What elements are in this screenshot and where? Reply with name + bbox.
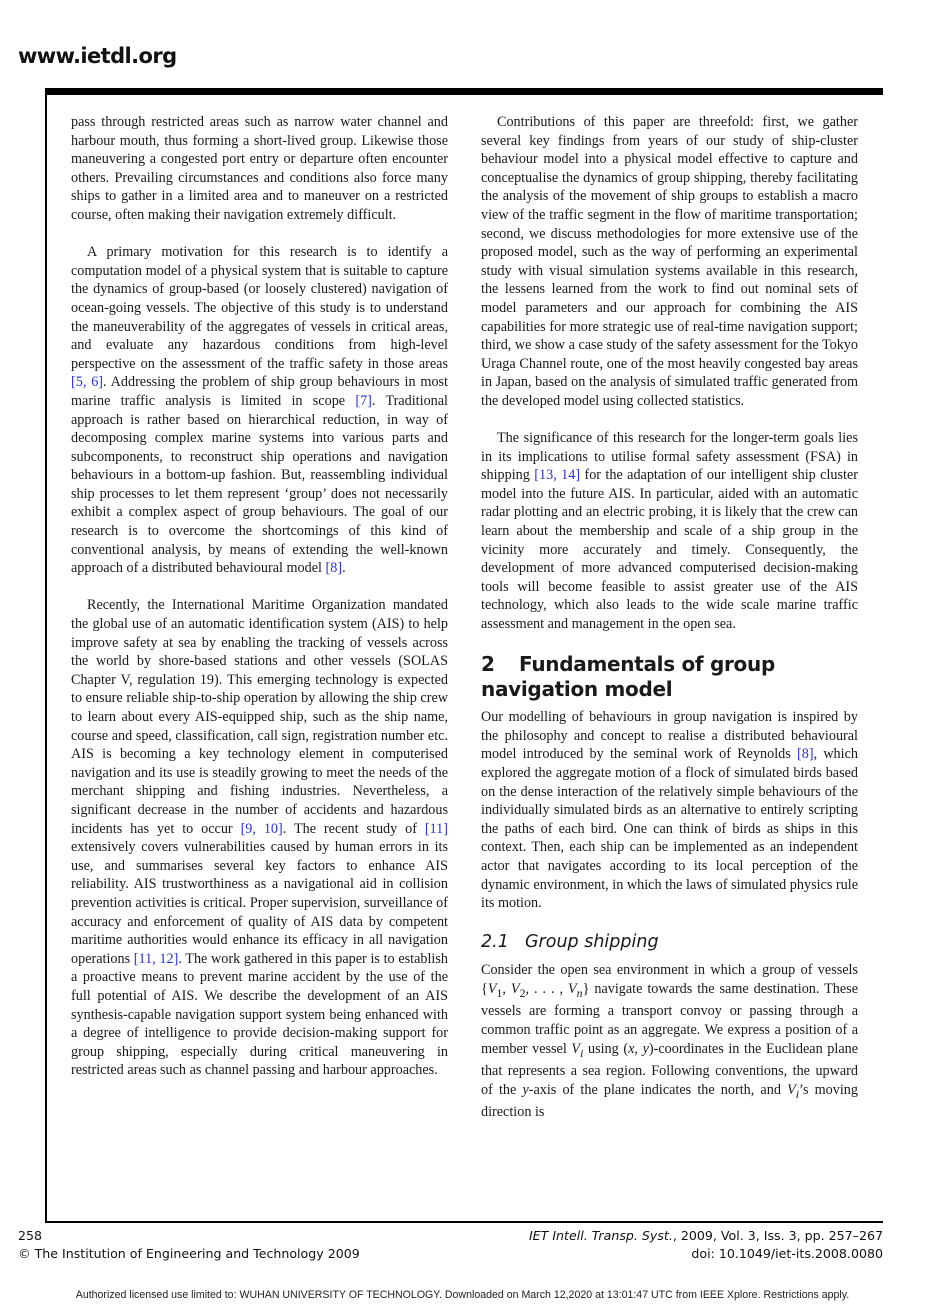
math-sub: 2 bbox=[519, 985, 526, 1000]
section-heading bbox=[481, 652, 858, 702]
text: , bbox=[502, 980, 511, 997]
section-title: Fundamentals of group navigation model bbox=[481, 652, 775, 702]
citation-link[interactable]: [11, 12] bbox=[133, 950, 179, 967]
subsection-title: Group shipping bbox=[525, 932, 659, 953]
math-sub: 1 bbox=[496, 985, 503, 1000]
paragraph: pass through restricted areas such as narrow water channel and harbour mouth, thus forming a short-lived group. Likewise those maneuvering a congested port entry or departure often encounter others. Prevailing circumstances and conditions also force many ships to gather in a limited area and to maneuver on a restricted course, often making their navigation extremely difficult. bbox=[71, 114, 448, 223]
text: using ( bbox=[583, 1040, 629, 1057]
citation-link[interactable]: [5, 6] bbox=[71, 374, 104, 391]
text: . bbox=[342, 560, 346, 577]
site-url[interactable]: www.ietdl.org bbox=[18, 44, 177, 68]
doi[interactable]: doi: 10.1049/iet-its.2008.0080 bbox=[691, 1246, 883, 1261]
math-var: V bbox=[571, 1040, 581, 1057]
citation-details: , 2009, Vol. 3, Iss. 3, pp. 257–267 bbox=[672, 1228, 883, 1243]
page-number: 258 bbox=[18, 1228, 43, 1243]
citation-link[interactable]: [8] bbox=[797, 746, 814, 763]
text: Recently, the International Maritime Organization mandated the global use of an automatic identification system (AIS) to help improve safety at sea by enabling the tracking of vessels across the world by shore-based stations and other vessels (SOLAS Chapter V, regulation 19). This emerging technology is expected to ensure reliable ship-to-ship operation by allowing the ship crew to learn about every AIS-equipped ship, such as the ship name, course and speed, classification, call sign, registration number etc. AIS is becoming a key technology element in computerised navigation and its use is steadily growing to meet the needs of the merchant shipping and fishing industries. Nevertheless, a significant decrease in the number of accidents and hazardous incidents has yet to occur bbox=[71, 597, 448, 837]
text: . The work gathered in this paper is to establish a proactive means to prevent marine accident by the use of the full potential of AIS. We describe the development of an AIS synthesis-capable navigation support system being enhanced with a degree of intelligence to provide decision-making support for group shipping, especially during critical maneuvering in restricted areas such as channel passing and harbour approaches. bbox=[71, 950, 448, 1079]
math-var: x bbox=[628, 1040, 635, 1057]
authorization-notice: Authorized licensed use limited to: WUHAN UNIVERSITY OF TECHNOLOGY. Downloaded on March 12,2020 at 13:01:47 UTC from IEEE Xplore. Restrictions apply. bbox=[75, 1289, 850, 1301]
math-var: y bbox=[522, 1081, 529, 1098]
text: Consider the open sea environment in which a group of vessels { bbox=[481, 962, 858, 997]
journal-citation bbox=[529, 1228, 883, 1243]
section-number: 2 bbox=[481, 652, 495, 677]
citation-link[interactable]: [7] bbox=[355, 392, 372, 409]
math-var: y bbox=[642, 1040, 649, 1057]
math-var: V bbox=[510, 980, 520, 997]
math-var: V bbox=[787, 1081, 796, 1098]
text: , which explored the aggregate motion of a flock of simulated birds based on the dense interaction of the relatively simple behaviours of the individually simulated birds as an alternative to entirely scripting the paths of each bird. One can think of birds as ships in this context. Then, each ship can be implemented as an independent actor that navigates according to its local perception of the dynamic environment, in which the laws of simulated physics rule its motion. bbox=[481, 746, 858, 912]
paragraph bbox=[481, 429, 858, 634]
text: )-coordinates in the Euclidean plane that represents a sea region. Following conventions, the upward of the bbox=[481, 1040, 859, 1098]
right-column bbox=[481, 113, 858, 1140]
paragraph: Contributions of this paper are threefold: first, we gather several key findings from years of our study of ship-cluster behaviour model into a physical model effective to capture and conceptualise the dynamics of group shipping, thereby facilitating the analysis of the movement of ship groups to establish a macro view of the traffic segment in the flow of maritime transportation; second, we discuss methodologies for more extensive use of the proposed model, such as the way of performing an experimental study with visual simulation systems available in this research, the lessens learned from the work to find out nominal sets of model parameters and our approach for combining the AIS capabilities for more strategic use of real-time navigation support; third, we show a case study of the safety assessment for the Tokyo Uraga Channel route, one of the most heavily congested bay areas in Japan, based on the analysis of simulated traffic generated from the developed model using collected statistics. bbox=[481, 114, 858, 409]
text: . The recent study of bbox=[282, 820, 425, 837]
header-rule bbox=[45, 88, 883, 95]
paragraph bbox=[481, 708, 858, 913]
text: The significance of this research for the longer-term goals lies in its implications to utilise formal safety assessment (FSA) in shipping bbox=[481, 430, 858, 484]
math-var: V bbox=[568, 980, 577, 997]
math-sub: n bbox=[576, 985, 583, 1000]
citation-link[interactable]: [9, 10] bbox=[240, 820, 283, 837]
text: extensively covers vulnerabilities caused by human errors in its use, and summarises several key factors to enhance AIS reliability. AIS trustworthiness as a navigational aid in collision prevention activities is critical. Proper supervision, surveillance of accuracy and enforcement of quality of AIS data by competent maritime authorities would enhance its efficacy in all navigation operations bbox=[71, 839, 448, 967]
text: , . . . , bbox=[525, 980, 568, 997]
left-column bbox=[71, 113, 448, 1098]
paragraph bbox=[71, 596, 448, 1079]
bottom-frame-rule bbox=[45, 1221, 883, 1223]
paragraph bbox=[481, 961, 858, 1121]
text: , bbox=[634, 1040, 643, 1057]
text: . Addressing the problem of ship group behaviours in most marine traffic analysis is limited in scope bbox=[71, 374, 449, 409]
text: for the adaptation of our intelligent ship cluster model into the future AIS. In particular, aided with an automatic radar plotting and an electric probing, it is likely that the crew can learn about the membership and scale of a ship group in the vicinity more accurately and timely. Consequently, the development of more advanced computerised decision-making tools will become feasible to assist greater use of the AIS technology, which also leads to the wide scale marine traffic assessment and management in the open sea. bbox=[481, 467, 858, 633]
text: ’s moving direction is bbox=[481, 1081, 858, 1120]
citation-link[interactable]: [8] bbox=[325, 560, 343, 577]
text: A primary motivation for this research is to identify a computation model of a physical system that is suitable to capture the dynamics of group-based (or loosely clustered) navigation of ocean-going vessels. The objective of this study is to understand the maneuverability of the aggregates of vessels in critical areas, and evaluate any hazardous conditions from high-level perspective on the assessment of the traffic safety in those areas bbox=[71, 244, 448, 372]
left-frame-rule bbox=[45, 88, 47, 1223]
citation-link[interactable]: [11] bbox=[424, 820, 449, 837]
copyright: © The Institution of Engineering and Technology 2009 bbox=[18, 1246, 360, 1261]
math-var: V bbox=[487, 980, 497, 997]
citation-link[interactable]: [13, 14] bbox=[534, 467, 581, 484]
text: Our modelling of behaviours in group navigation is inspired by the philosophy and concept to realise a distributed behavioural model introduced by the seminal work of Reynolds bbox=[481, 709, 858, 763]
text: . Traditional approach is rather based on hierarchical reduction, in way of decomposing complex marine systems into various parts and subcomponents, to reconstruct ship operations and navigation behaviours in a bottom-up fashion. But, reassembling individual ship processes to let them represent ‘group’ does not necessarily exhibit a complex aspect of group behaviours. The goal of our research is to overcome the shortcomings of this kind of conventional analysis, by means of extending the well-known approach of a distributed behavioural model bbox=[71, 392, 448, 577]
math-sub: i bbox=[795, 1086, 800, 1101]
math-sub: i bbox=[580, 1045, 584, 1060]
subsection-number: 2.1 bbox=[481, 932, 509, 953]
text: } navigate towards the same destination. These vessels are forming a transport convoy or passing through a common traffic point as an aggregate. We express a position of a member vessel bbox=[481, 980, 858, 1057]
journal-name: IET Intell. Transp. Syst. bbox=[528, 1228, 673, 1243]
subsection-heading bbox=[481, 931, 858, 953]
paragraph bbox=[71, 243, 448, 578]
text: -axis of the plane indicates the north, and bbox=[528, 1081, 788, 1098]
